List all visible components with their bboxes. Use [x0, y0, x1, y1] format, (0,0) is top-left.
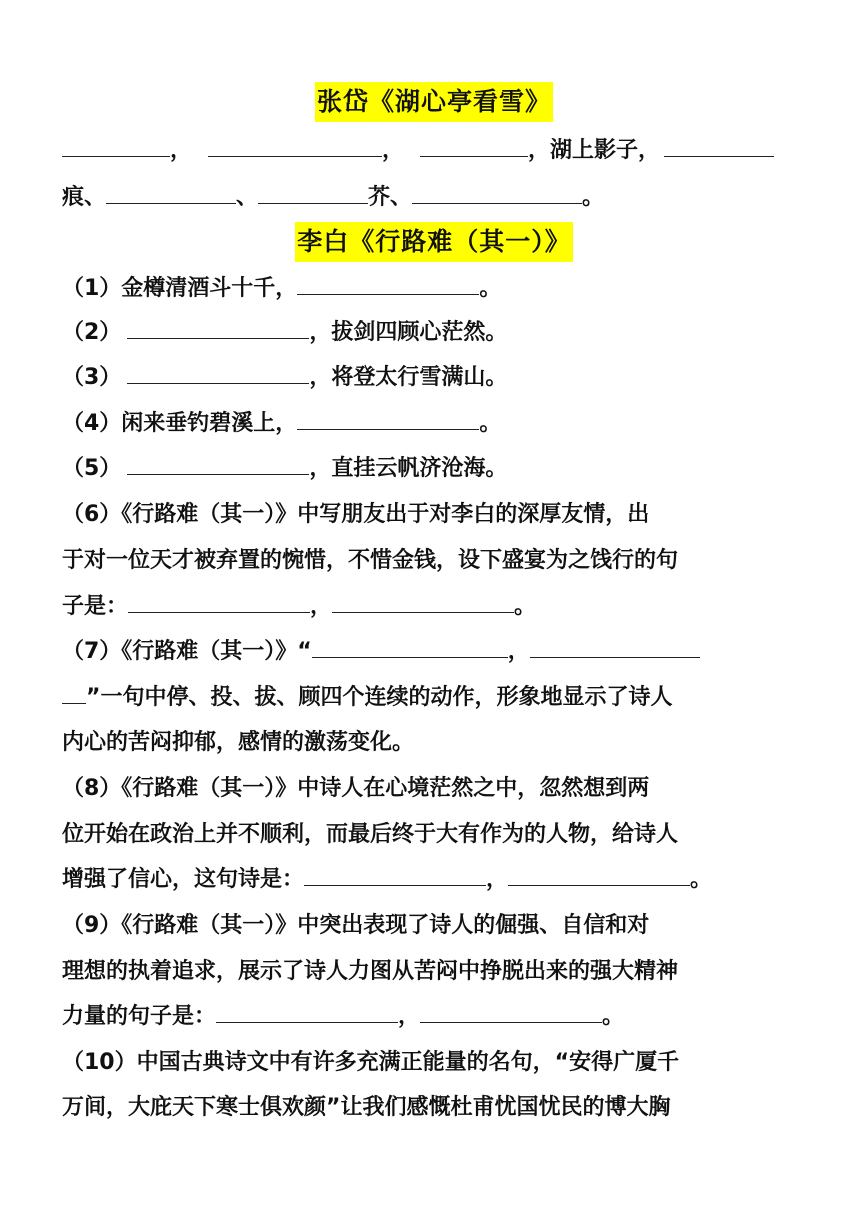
answer-blank[interactable]	[208, 155, 382, 157]
answer-blank[interactable]	[258, 202, 368, 204]
answer-blank[interactable]	[412, 202, 582, 204]
answer-blank[interactable]	[216, 1021, 398, 1023]
question-10-line1: （10）中国古典诗文中有许多充满正能量的名句，“安得广厦千	[62, 1050, 680, 1075]
answer-blank[interactable]	[127, 473, 309, 475]
answer-blank[interactable]	[127, 382, 309, 384]
answer-blank[interactable]	[664, 155, 774, 157]
answer-blank[interactable]	[128, 611, 310, 613]
question-2: （2） ，拔剑四顾心茫然。	[62, 320, 508, 345]
question-9-line2: 理想的执着追求，展示了诗人力图从苦闷中挣脱出来的强大精神	[62, 959, 679, 984]
answer-blank[interactable]	[420, 155, 528, 157]
section2-title-row	[0, 222, 868, 262]
question-1: （1）金樽清酒斗十千， 。	[62, 276, 502, 301]
answer-blank[interactable]	[62, 155, 170, 157]
answer-blank[interactable]	[62, 702, 86, 704]
section2-title: 李白《行路难（其一）》	[295, 222, 573, 262]
question-9-line3: 力量的句子是： ， 。	[62, 1004, 625, 1029]
answer-blank[interactable]	[297, 293, 479, 295]
question-6-line1: （6）《行路难（其一）》中写朋友出于对李白的深厚友情，出	[62, 502, 650, 527]
answer-blank[interactable]	[106, 202, 236, 204]
question-7-line1: （7）《行路难（其一）》“ ，	[62, 629, 808, 675]
answer-blank[interactable]	[312, 656, 508, 658]
question-4: （4）闲来垂钓碧溪上， 。	[62, 411, 502, 436]
question-7-line3: 内心的苦闷抑郁，感情的激荡变化。	[62, 730, 415, 755]
question-3: （3） ，将登太行雪满山。	[62, 365, 508, 390]
answer-blank[interactable]	[530, 656, 700, 658]
section1-line1: ， ， ，湖上影子，	[62, 128, 808, 174]
answer-blank[interactable]	[304, 884, 486, 886]
answer-blank[interactable]	[127, 337, 309, 339]
section1-line2: 痕、 、 芥、 。	[62, 185, 605, 210]
question-8-line3: 增强了信心，这句诗是： ， 。	[62, 867, 713, 892]
answer-blank[interactable]	[332, 611, 514, 613]
section1-title-row	[0, 82, 868, 122]
answer-blank[interactable]	[297, 428, 479, 430]
question-5: （5） ，直挂云帆济沧海。	[62, 456, 508, 481]
question-10-line2: 万间，大庇天下寒士俱欢颜”让我们感慨杜甫忧国忧民的博大胸	[62, 1095, 671, 1120]
question-8-line1: （8）《行路难（其一）》中诗人在心境茫然之中，忽然想到两	[62, 776, 650, 801]
answer-blank[interactable]	[508, 884, 690, 886]
answer-blank[interactable]	[420, 1021, 602, 1023]
question-6-line3: 子是： ， 。	[62, 594, 537, 619]
question-8-line2: 位开始在政治上并不顺利，而最后终于大有作为的人物，给诗人	[62, 822, 679, 847]
question-6-line2: 于对一位天才被弃置的惋惜，不惜金钱，设下盛宴为之饯行的句	[62, 548, 679, 573]
section1-title: 张岱《湖心亭看雪》	[315, 82, 553, 122]
question-9-line1: （9）《行路难（其一）》中突出表现了诗人的倔强、自信和对	[62, 913, 650, 938]
question-7-line2: ”一句中停、投、拔、顾四个连续的动作，形象地显示了诗人	[62, 675, 808, 721]
